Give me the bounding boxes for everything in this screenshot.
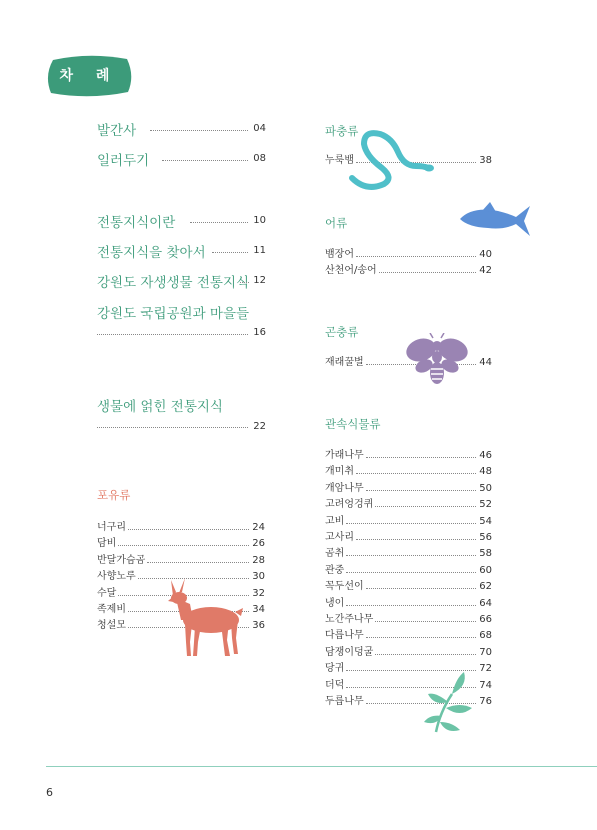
page-number-footer: 6	[46, 786, 53, 799]
toc-row-page: 46	[479, 450, 492, 461]
page-title: 차 례	[59, 68, 119, 84]
toc-row-label: 개미취	[325, 466, 354, 478]
toc-row-page: 48	[479, 466, 492, 478]
category-plants: 관속식물류	[325, 417, 381, 431]
toc-row-label: 곰취	[325, 548, 345, 560]
toc-row-page: 62	[479, 581, 492, 593]
toc-row	[325, 625, 492, 641]
toc-row-label: 산천어/송어	[325, 265, 377, 277]
leader-dots	[346, 572, 476, 573]
toc-row-label: 다릅나무	[325, 630, 364, 642]
toc-row-page: 42	[479, 265, 492, 277]
snake-icon	[346, 126, 436, 192]
toc-row-label: 담쟁이덩굴	[325, 646, 374, 658]
toc-row-label: 누룩뱀	[325, 155, 354, 166]
toc-row	[325, 511, 492, 527]
toc-row-label: 고려엉겅퀴	[325, 499, 374, 511]
toc-row-page: 40	[479, 249, 492, 260]
toc-row-label: 족제비	[97, 604, 126, 615]
leader-dots	[212, 252, 248, 253]
toc-row	[325, 543, 492, 559]
leader-dots	[375, 654, 476, 655]
toc-row-label: 수달	[97, 587, 117, 599]
leader-dots	[346, 605, 476, 606]
toc-entry-organisms: 생물에 얽힌 전통지식	[97, 399, 223, 415]
leader-dots	[97, 427, 248, 428]
toc-row-label: 뱀장어	[325, 249, 354, 260]
plant-icon	[422, 672, 474, 734]
category-reptiles: 파충류	[325, 124, 359, 138]
toc-row-label: 가래나무	[325, 450, 364, 461]
leader-dots	[162, 160, 248, 161]
toc-row-label: 더덕	[325, 679, 345, 691]
toc-row-page: 74	[479, 679, 492, 691]
toc-row-page: 58	[479, 548, 492, 560]
toc-entry-foreword: 발간사	[97, 123, 137, 139]
page-number: 22	[253, 421, 266, 432]
leader-dots	[379, 272, 477, 273]
toc-row-label: 개암나무	[325, 482, 364, 494]
leader-dots	[97, 334, 248, 335]
leader-dots	[150, 130, 248, 131]
toc-row	[325, 609, 492, 625]
leader-dots	[375, 621, 476, 622]
toc-row	[325, 494, 492, 510]
toc-row	[325, 560, 492, 576]
toc-row-label: 두릅나무	[325, 696, 364, 707]
category-insects: 곤충류	[325, 325, 359, 339]
page-number: 08	[253, 153, 266, 164]
toc-row-label: 너구리	[97, 522, 126, 533]
toc-row-page: 68	[479, 630, 492, 642]
toc-row	[325, 445, 492, 461]
toc-row-label: 당귀	[325, 663, 345, 675]
contents-badge	[45, 54, 133, 98]
leader-dots	[366, 637, 477, 638]
toc-row-label: 고사리	[325, 532, 354, 543]
toc-row-page: 30	[252, 571, 265, 583]
toc-row-page: 72	[479, 663, 492, 675]
toc-entry-parks: 강원도 국립공원과 마을들	[97, 306, 250, 322]
leader-dots	[375, 506, 476, 507]
leader-dots	[147, 562, 249, 563]
toc-row-page: 28	[252, 554, 265, 566]
page-number: 10	[253, 215, 266, 226]
leader-dots	[366, 457, 477, 458]
toc-row-label: 사향노루	[97, 571, 136, 583]
toc-row-page: 76	[479, 696, 492, 707]
toc-row	[325, 576, 492, 592]
toc-row-page: 52	[479, 499, 492, 511]
leader-dots	[190, 222, 248, 223]
toc-row	[97, 550, 265, 566]
toc-row-page: 60	[479, 564, 492, 576]
toc-row-page: 56	[479, 532, 492, 543]
toc-row-page: 54	[479, 515, 492, 527]
toc-row	[325, 244, 492, 260]
leader-dots	[366, 490, 477, 491]
toc-row-page: 64	[479, 597, 492, 609]
toc-row	[325, 260, 492, 276]
toc-row	[325, 478, 492, 494]
toc-row-page: 32	[252, 587, 265, 599]
toc-row-page: 34	[252, 604, 265, 615]
toc-row-page: 26	[252, 538, 265, 550]
footer-rule	[46, 766, 597, 767]
toc-row-label: 꼭두선이	[325, 581, 364, 593]
toc-row-page: 24	[252, 522, 265, 533]
leader-dots	[356, 473, 476, 474]
toc-row-label: 냉이	[325, 597, 345, 609]
leader-dots	[366, 588, 477, 589]
page-number: 04	[253, 123, 266, 134]
toc-row	[325, 642, 492, 658]
leader-dots	[356, 256, 476, 257]
category-mammals: 포유류	[97, 488, 131, 502]
toc-row-page: 70	[479, 646, 492, 658]
toc-row-page: 66	[479, 614, 492, 625]
toc-row	[97, 533, 265, 549]
fish-icon	[458, 202, 532, 238]
toc-row-page: 50	[479, 482, 492, 494]
toc-row-label: 고비	[325, 515, 345, 527]
leader-dots	[118, 545, 249, 546]
toc-row-label: 관중	[325, 564, 345, 576]
toc-entry-what-is: 전통지식이란	[97, 215, 176, 231]
page-number: 12	[253, 275, 266, 286]
toc-row	[325, 527, 492, 543]
toc-row	[97, 517, 265, 533]
category-fish: 어류	[325, 216, 348, 230]
toc-row-label: 청설모	[97, 620, 126, 632]
leader-dots	[346, 523, 476, 524]
toc-entry-finding: 전통지식을 찾아서	[97, 245, 206, 261]
toc-row-page: 36	[252, 620, 265, 632]
leader-dots	[346, 555, 476, 556]
leader-dots	[128, 529, 249, 530]
toc-entry-native: 강원도 자생생물 전통지식	[97, 275, 250, 291]
toc-row-page: 38	[479, 155, 492, 166]
toc-row	[325, 461, 492, 477]
toc-row-label: 재래꿀벌	[325, 357, 364, 368]
leader-dots	[356, 539, 476, 540]
deer-icon	[165, 576, 245, 658]
toc-entry-guide: 일러두기	[97, 153, 150, 169]
toc-row-label: 노간주나무	[325, 614, 374, 625]
page-number: 16	[253, 327, 266, 338]
toc-row	[325, 593, 492, 609]
page-number: 11	[253, 245, 266, 256]
toc-row-label: 담비	[97, 538, 117, 550]
toc-row-page: 44	[479, 357, 492, 368]
toc-row-label: 반달가슴곰	[97, 554, 146, 566]
bee-icon	[404, 333, 470, 385]
